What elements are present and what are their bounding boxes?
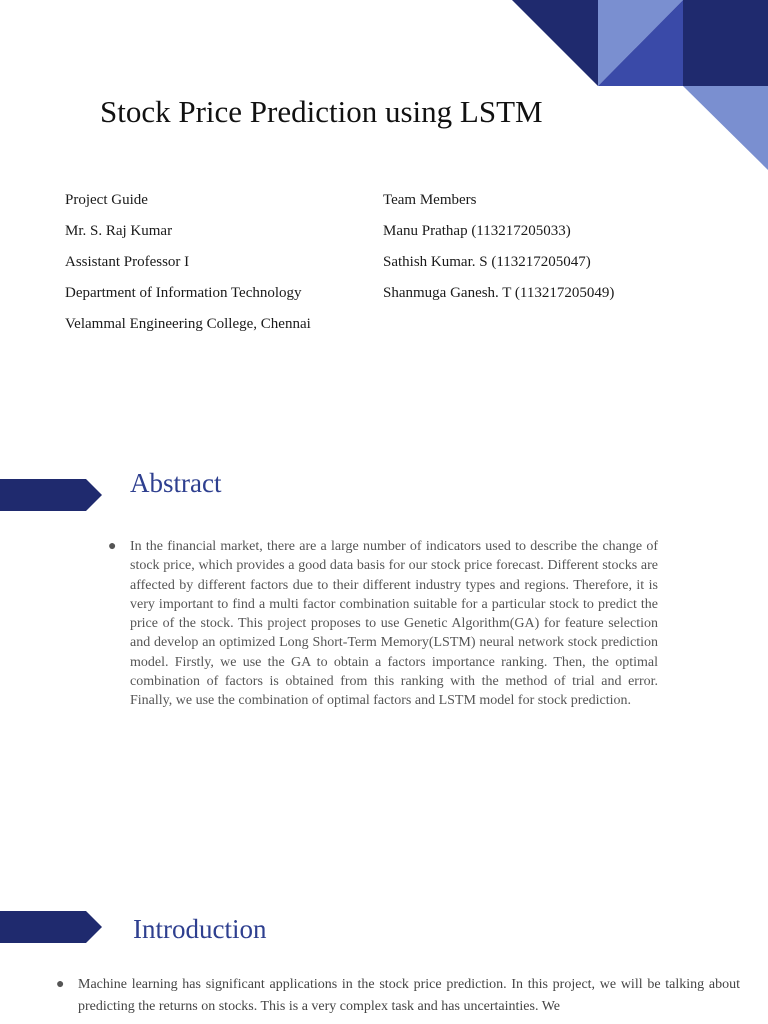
project-guide-block (65, 185, 365, 340)
introduction-list (56, 974, 740, 1018)
corner-royal-triangle (598, 0, 683, 86)
bullet-icon: ● (108, 539, 117, 554)
abstract-list (108, 537, 658, 711)
abstract-arrow-marker (0, 479, 102, 511)
corner-decoration (0, 0, 768, 180)
guide-designation: Assistant Professor I (65, 254, 190, 270)
abstract-bullet-item (108, 537, 658, 711)
introduction-arrow-marker (0, 911, 102, 943)
team-member: Sathish Kumar. S (113217205047) (383, 254, 591, 270)
corner-periwinkle-triangle (598, 0, 683, 86)
team-member: Manu Prathap (113217205033) (383, 223, 571, 239)
guide-label: Project Guide (65, 192, 148, 208)
guide-department: Department of Information Technology (65, 285, 302, 301)
guide-college: Velammal Engineering College, Chennai (65, 316, 311, 332)
page-title: Stock Price Prediction using LSTM (100, 94, 543, 129)
bullet-icon: ● (56, 977, 65, 992)
guide-name: Mr. S. Raj Kumar (65, 223, 173, 239)
abstract-text: In the financial market, there are a large number of indicators used to describe the change of stock price, which provides a good data basis for our stock price forecast. Different stocks are affected by different factors due to their different industry types and regions. Therefore, it is very important to find a multi factor combination suitable for a particular stock to predict the price of the stock. This project proposes to use Genetic Algorithm(GA) for feature selection and develop an optimized Long Short-Term Memory(LSTM) neural network stock prediction model. Firstly, we use the GA to obtain a factors importance ranking. Then, the optimal combination of factors is obtained from this ranking with the method of trial and error. Finally, we use the combination of optimal factors and LSTM model for stock prediction. (130, 539, 658, 709)
corner-navy-square (683, 0, 768, 86)
team-label: Team Members (383, 192, 477, 208)
team-members-block (383, 185, 723, 309)
corner-navy-triangle-left (512, 0, 598, 86)
introduction-bullet-item (56, 974, 740, 1018)
team-member: Shanmuga Ganesh. T (113217205049) (383, 285, 615, 301)
introduction-text: Machine learning has significant applications in the stock price prediction. In this project, we will be talking about predicting the returns on stocks. This is a very complex task and has uncertainties. We (78, 977, 740, 1014)
abstract-heading: Abstract (130, 468, 222, 498)
corner-periwinkle-triangle-lower (683, 86, 768, 170)
introduction-heading: Introduction (133, 914, 267, 944)
